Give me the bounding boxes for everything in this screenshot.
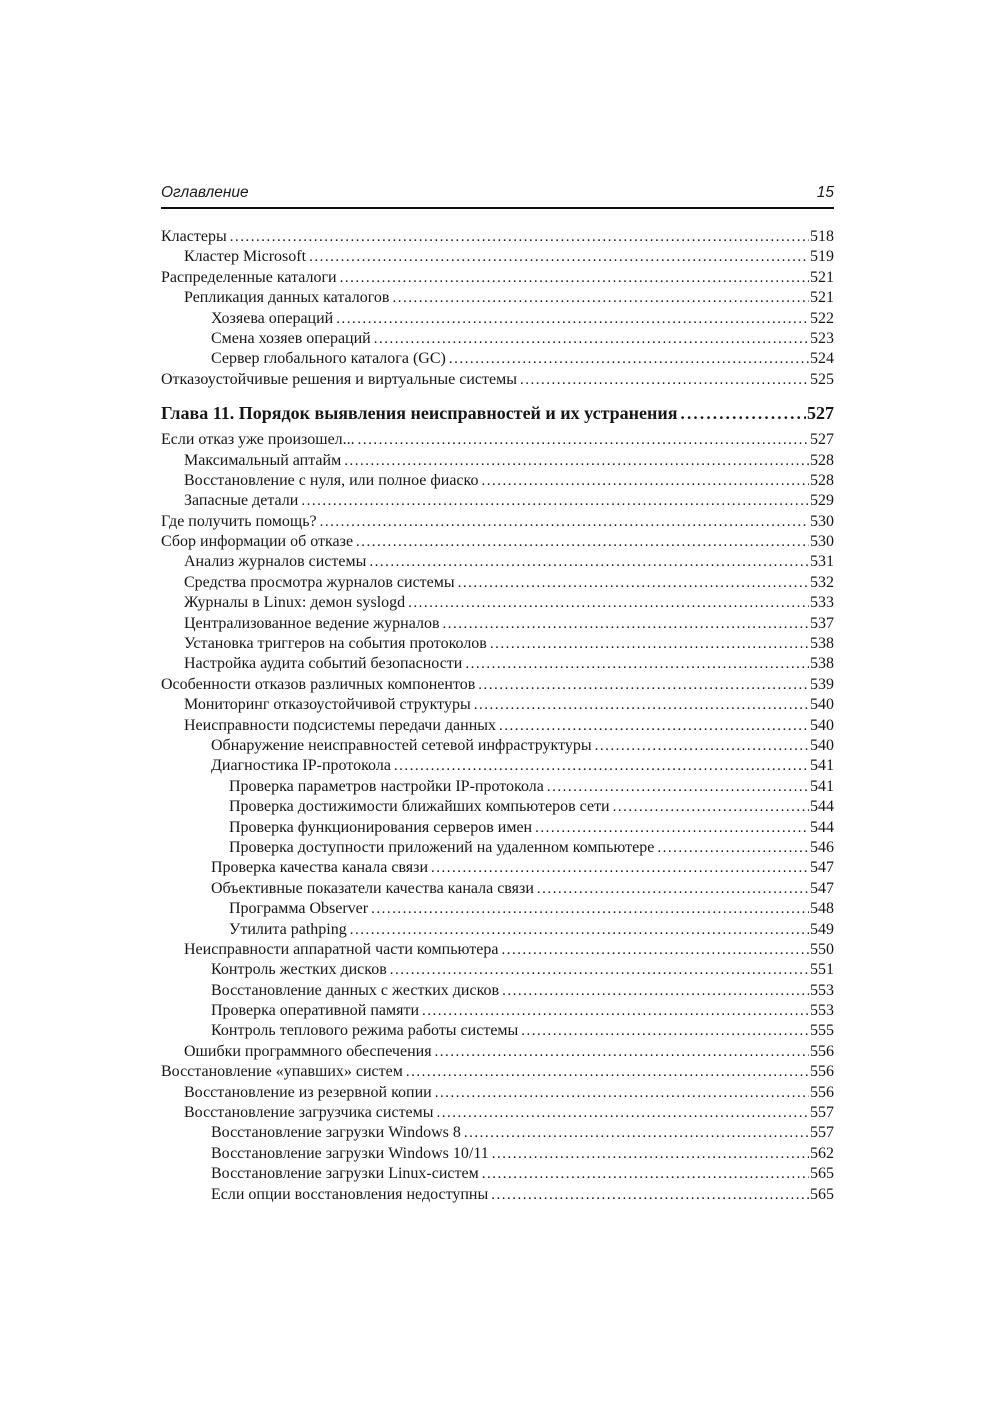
toc-entry-page-number: 556 bbox=[810, 1063, 834, 1081]
toc-entry-page-number: 521 bbox=[810, 268, 834, 286]
toc-entry-page-number: 528 bbox=[810, 471, 834, 489]
toc-entry bbox=[161, 1001, 834, 1021]
toc-entry-title: Если опции восстановления недоступны bbox=[211, 1185, 489, 1203]
toc-entry-title: Проверка функционирования серверов имен bbox=[229, 818, 533, 836]
toc-entry-page-number: 565 bbox=[810, 1185, 834, 1203]
toc-entry-title: Если отказ уже произошел... bbox=[161, 431, 355, 449]
toc-entry bbox=[161, 736, 834, 756]
toc-leader-dots bbox=[390, 960, 809, 980]
toc-leader-dots bbox=[458, 573, 809, 593]
toc-entry-page-number: 522 bbox=[810, 309, 834, 327]
toc-list bbox=[161, 227, 834, 1205]
toc-entry-page-number: 524 bbox=[810, 350, 834, 368]
toc-leader-dots bbox=[537, 879, 809, 899]
running-header bbox=[161, 184, 834, 202]
toc-entry bbox=[161, 675, 834, 695]
toc-leader-dots bbox=[535, 818, 809, 838]
toc-entry-title: Восстановление загрузки Windows 8 bbox=[211, 1124, 461, 1142]
running-header-page-number: 15 bbox=[816, 184, 834, 201]
toc-leader-dots bbox=[437, 1103, 809, 1123]
toc-leader-dots bbox=[547, 777, 809, 797]
toc-entry bbox=[161, 288, 834, 308]
toc-entry-page-number: 548 bbox=[810, 900, 834, 918]
toc-entry-title: Контроль жестких дисков bbox=[211, 961, 387, 979]
toc-entry-page-number: 555 bbox=[810, 1022, 834, 1040]
toc-entry-page-number: 540 bbox=[810, 736, 834, 754]
toc-leader-dots bbox=[443, 614, 809, 634]
toc-leader-dots bbox=[392, 288, 809, 308]
toc-entry-page-number: 533 bbox=[810, 594, 834, 612]
toc-entry bbox=[161, 491, 834, 511]
toc-entry bbox=[161, 614, 834, 634]
toc-entry-title: Журналы в Linux: демон syslogd bbox=[184, 594, 406, 612]
toc-entry bbox=[161, 899, 834, 919]
toc-entry-title: Проверка доступности приложений на удаленном компьютере bbox=[229, 838, 655, 856]
toc-entry-page-number: 544 bbox=[810, 798, 834, 816]
toc-entry-title: Запасные детали bbox=[184, 492, 299, 510]
toc-leader-dots bbox=[482, 1164, 809, 1184]
toc-entry-page-number: 540 bbox=[810, 696, 834, 714]
toc-entry bbox=[161, 920, 834, 940]
toc-entry-title: Сбор информации об отказе bbox=[161, 533, 354, 551]
toc-entry bbox=[161, 634, 834, 654]
toc-entry-title: Максимальный аптайм bbox=[184, 451, 342, 469]
toc-entry bbox=[161, 1185, 834, 1205]
toc-entry bbox=[161, 268, 834, 288]
toc-entry bbox=[161, 879, 834, 899]
toc-entry bbox=[161, 329, 834, 349]
toc-leader-dots bbox=[408, 593, 809, 613]
toc-entry-title: Репликация данных каталогов bbox=[184, 289, 390, 307]
toc-entry bbox=[161, 777, 834, 797]
toc-entry-page-number: 541 bbox=[810, 757, 834, 775]
toc-leader-dots bbox=[492, 1144, 809, 1164]
toc-leader-dots bbox=[435, 1042, 809, 1062]
toc-entry-title: Обнаружение неисправностей сетевой инфраструктуры bbox=[211, 736, 592, 754]
toc-entry-page-number: 562 bbox=[810, 1144, 834, 1162]
toc-entry-title: Диагностика IP-протокола bbox=[211, 757, 391, 775]
toc-entry-page-number: 557 bbox=[810, 1124, 834, 1142]
toc-entry bbox=[161, 858, 834, 878]
toc-leader-dots bbox=[435, 1083, 809, 1103]
toc-leader-dots bbox=[394, 756, 809, 776]
toc-entry bbox=[161, 471, 834, 491]
toc-entry-page-number: 525 bbox=[810, 370, 834, 388]
toc-entry-title: Сервер глобального каталога (GC) bbox=[211, 350, 446, 368]
toc-entry-page-number: 551 bbox=[810, 961, 834, 979]
toc-leader-dots bbox=[481, 471, 809, 491]
toc-entry-title: Хозяева операций bbox=[211, 309, 334, 327]
toc-entry-title: Проверка параметров настройки IP-протокола bbox=[229, 777, 544, 795]
toc-entry-title: Средства просмотра журналов системы bbox=[184, 573, 455, 591]
toc-entry-page-number: 547 bbox=[810, 879, 834, 897]
toc-entry-page-number: 556 bbox=[810, 1042, 834, 1060]
toc-entry-page-number: 521 bbox=[810, 289, 834, 307]
toc-leader-dots bbox=[374, 329, 809, 349]
toc-leader-dots bbox=[681, 402, 806, 425]
toc-leader-dots bbox=[406, 1062, 809, 1082]
toc-entry-title: Проверка качества канала связи bbox=[211, 859, 429, 877]
toc-entry-page-number: 528 bbox=[810, 451, 834, 469]
toc-entry bbox=[161, 716, 834, 736]
toc-entry bbox=[161, 227, 834, 247]
toc-entry-title: Утилита pathping bbox=[229, 920, 347, 938]
toc-entry-page-number: 523 bbox=[810, 329, 834, 347]
toc-entry-title: Где получить помощь? bbox=[161, 512, 317, 530]
toc-entry-page-number: 527 bbox=[810, 431, 834, 449]
toc-entry bbox=[161, 756, 834, 776]
toc-entry-page-number: 556 bbox=[810, 1083, 834, 1101]
toc-entry bbox=[161, 818, 834, 838]
toc-entry-title: Восстановление загрузчика системы bbox=[184, 1104, 434, 1122]
toc-entry bbox=[161, 512, 834, 532]
toc-entry bbox=[161, 309, 834, 329]
toc-leader-dots bbox=[613, 797, 809, 817]
toc-entry-title: Кластер Microsoft bbox=[184, 248, 307, 266]
toc-entry-title: Восстановление загрузки Windows 10/11 bbox=[211, 1144, 489, 1162]
toc-entry-page-number: 519 bbox=[810, 248, 834, 266]
toc-entry-title: Ошибки программного обеспечения bbox=[184, 1042, 432, 1060]
toc-entry bbox=[161, 654, 834, 674]
toc-leader-dots bbox=[657, 838, 809, 858]
toc-leader-dots bbox=[309, 247, 809, 267]
toc-leader-dots bbox=[320, 512, 809, 532]
toc-entry bbox=[161, 247, 834, 267]
toc-leader-dots bbox=[464, 1123, 809, 1143]
toc-entry-page-number: 530 bbox=[810, 512, 834, 530]
toc-entry-title: Восстановление загрузки Linux-систем bbox=[211, 1165, 479, 1183]
toc-entry-title: Отказоустойчивые решения и виртуальные системы bbox=[161, 370, 517, 388]
toc-entry-page-number: 553 bbox=[810, 1002, 834, 1020]
toc-entry bbox=[161, 695, 834, 715]
toc-entry-page-number: 544 bbox=[810, 818, 834, 836]
toc-entry-title: Объективные показатели качества канала связи bbox=[211, 879, 534, 897]
toc-entry-page-number: 541 bbox=[810, 777, 834, 795]
toc-entry-page-number: 546 bbox=[810, 838, 834, 856]
toc-entry-title: Проверка оперативной памяти bbox=[211, 1002, 420, 1020]
toc-entry bbox=[161, 1083, 834, 1103]
toc-entry-page-number: 530 bbox=[810, 533, 834, 551]
toc-entry-title: Распределенные каталоги bbox=[161, 268, 337, 286]
toc-entry-page-number: 540 bbox=[810, 716, 834, 734]
toc-entry-page-number: 565 bbox=[810, 1165, 834, 1183]
toc-leader-dots bbox=[502, 981, 809, 1001]
toc-chapter-entry bbox=[161, 402, 834, 425]
toc-entry-title: Восстановление из резервной копии bbox=[184, 1083, 432, 1101]
toc-leader-dots bbox=[358, 430, 809, 450]
toc-entry-page-number: 538 bbox=[810, 655, 834, 673]
toc-leader-dots bbox=[422, 1001, 809, 1021]
toc-entry-page-number: 518 bbox=[810, 228, 834, 245]
toc-entry-page-number: 549 bbox=[810, 920, 834, 938]
toc-leader-dots bbox=[501, 940, 809, 960]
toc-entry-page-number: 537 bbox=[810, 614, 834, 632]
toc-entry-title: Восстановление данных с жестких дисков bbox=[211, 981, 500, 999]
toc-entry bbox=[161, 573, 834, 593]
header-rule bbox=[161, 207, 834, 209]
toc-leader-dots bbox=[369, 552, 809, 572]
toc-leader-dots bbox=[520, 370, 809, 390]
toc-entry-page-number: 529 bbox=[810, 492, 834, 510]
toc-entry bbox=[161, 430, 834, 450]
toc-leader-dots bbox=[336, 309, 809, 329]
toc-leader-dots bbox=[449, 349, 809, 369]
toc-entry bbox=[161, 1103, 834, 1123]
toc-entry-title: Контроль теплового режима работы системы bbox=[211, 1022, 519, 1040]
toc-entry-title: Проверка достижимости ближайших компьютеров сети bbox=[229, 798, 610, 816]
toc-entry-title: Анализ журналов системы bbox=[184, 553, 367, 571]
toc-entry-page-number: 553 bbox=[810, 981, 834, 999]
toc-leader-dots bbox=[490, 634, 809, 654]
toc-entry-page-number: 547 bbox=[810, 859, 834, 877]
toc-entry bbox=[161, 1123, 834, 1143]
toc-entry-page-number: 538 bbox=[810, 635, 834, 653]
toc-leader-dots bbox=[491, 1185, 809, 1205]
toc-entry-title: Неисправности аппаратной части компьютера bbox=[184, 940, 499, 958]
toc-entry bbox=[161, 960, 834, 980]
toc-entry-title: Восстановление «упавших» систем bbox=[161, 1063, 403, 1081]
toc-leader-dots bbox=[474, 695, 809, 715]
toc-entry bbox=[161, 981, 834, 1001]
toc-leader-dots bbox=[521, 1021, 809, 1041]
toc-entry-title: Особенности отказов различных компонентов bbox=[161, 675, 476, 693]
toc-entry bbox=[161, 451, 834, 471]
toc-entry bbox=[161, 838, 834, 858]
toc-entry-page-number: 550 bbox=[810, 940, 834, 958]
toc-entry bbox=[161, 1062, 834, 1082]
page-content bbox=[161, 184, 834, 1205]
toc-entry-title: Кластеры bbox=[161, 228, 227, 245]
toc-entry-page-number: 539 bbox=[810, 675, 834, 693]
toc-entry-page-number: 532 bbox=[810, 573, 834, 591]
toc-entry bbox=[161, 1164, 834, 1184]
toc-leader-dots bbox=[595, 736, 809, 756]
toc-entry-title: Смена хозяев операций bbox=[211, 329, 371, 347]
toc-entry bbox=[161, 1021, 834, 1041]
toc-leader-dots bbox=[301, 491, 809, 511]
toc-entry-page-number: 531 bbox=[810, 553, 834, 571]
toc-leader-dots bbox=[350, 920, 809, 940]
toc-entry-title: Настройка аудита событий безопасности bbox=[184, 655, 463, 673]
toc-entry-title: Мониторинг отказоустойчивой структуры bbox=[184, 696, 471, 714]
toc-entry-title: Централизованное ведение журналов bbox=[184, 614, 440, 632]
toc-leader-dots bbox=[340, 268, 809, 288]
toc-entry-page-number: 527 bbox=[807, 403, 834, 424]
toc-leader-dots bbox=[356, 532, 809, 552]
toc-entry-page-number: 557 bbox=[810, 1104, 834, 1122]
toc-entry-title: Программа Observer bbox=[229, 900, 369, 918]
toc-entry bbox=[161, 532, 834, 552]
toc-entry bbox=[161, 1042, 834, 1062]
toc-leader-dots bbox=[478, 675, 809, 695]
toc-entry-title: Установка триггеров на события протоколов bbox=[184, 635, 487, 653]
toc-entry bbox=[161, 1144, 834, 1164]
toc-leader-dots bbox=[465, 654, 809, 674]
toc-entry-title: Восстановление с нуля, или полное фиаско bbox=[184, 471, 479, 489]
toc-entry-title: Глава 11. Порядок выявления неисправностей и их устранения bbox=[161, 403, 678, 424]
toc-leader-dots bbox=[499, 716, 809, 736]
toc-entry bbox=[161, 349, 834, 369]
toc-leader-dots bbox=[344, 451, 809, 471]
toc-entry bbox=[161, 593, 834, 613]
toc-entry bbox=[161, 370, 834, 390]
toc-leader-dots bbox=[230, 227, 809, 247]
toc-entry bbox=[161, 552, 834, 572]
toc-entry bbox=[161, 797, 834, 817]
toc-leader-dots bbox=[371, 899, 809, 919]
toc-entry-title: Неисправности подсистемы передачи данных bbox=[184, 716, 497, 734]
toc-entry bbox=[161, 940, 834, 960]
toc-leader-dots bbox=[431, 858, 809, 878]
running-header-title: Оглавление bbox=[161, 184, 249, 201]
